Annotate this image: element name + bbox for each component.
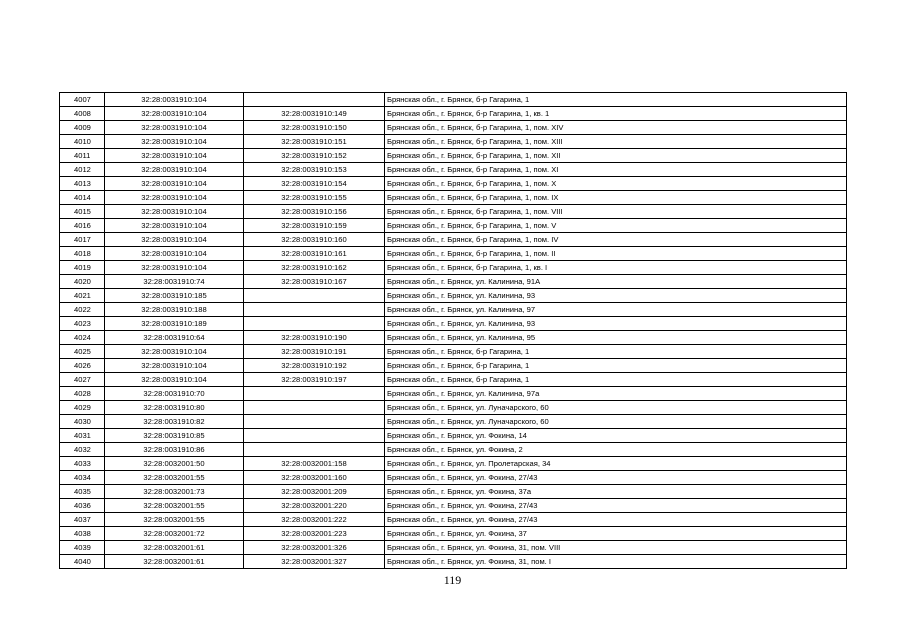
object-cadastral-number-cell — [244, 415, 385, 429]
row-number-cell: 4040 — [60, 555, 105, 569]
address-cell: Брянская обл., г. Брянск, б-р Гагарина, 1, пом. IV — [385, 233, 847, 247]
address-cell: Брянская обл., г. Брянск, б-р Гагарина, 1, пом. V — [385, 219, 847, 233]
parent-cadastral-number-cell: 32:28:0031910:185 — [105, 289, 244, 303]
parent-cadastral-number-cell: 32:28:0031910:104 — [105, 233, 244, 247]
row-number-cell: 4020 — [60, 275, 105, 289]
parent-cadastral-number-cell: 32:28:0031910:82 — [105, 415, 244, 429]
table-row — [60, 401, 847, 415]
row-number-cell: 4039 — [60, 541, 105, 555]
row-number-cell: 4033 — [60, 457, 105, 471]
address-cell: Брянская обл., г. Брянск, б-р Гагарина, 1, пом. XIII — [385, 135, 847, 149]
table-row — [60, 429, 847, 443]
row-number-cell: 4011 — [60, 149, 105, 163]
table-row — [60, 415, 847, 429]
table-row — [60, 331, 847, 345]
object-cadastral-number-cell — [244, 93, 385, 107]
address-cell: Брянская обл., г. Брянск, б-р Гагарина, 1 — [385, 359, 847, 373]
table-row — [60, 163, 847, 177]
parent-cadastral-number-cell: 32:28:0031910:85 — [105, 429, 244, 443]
table-row — [60, 303, 847, 317]
row-number-cell: 4022 — [60, 303, 105, 317]
row-number-cell: 4012 — [60, 163, 105, 177]
row-number-cell: 4035 — [60, 485, 105, 499]
table-row — [60, 233, 847, 247]
object-cadastral-number-cell: 32:28:0032001:158 — [244, 457, 385, 471]
object-cadastral-number-cell: 32:28:0031910:152 — [244, 149, 385, 163]
table-row — [60, 471, 847, 485]
row-number-cell: 4025 — [60, 345, 105, 359]
address-cell: Брянская обл., г. Брянск, б-р Гагарина, 1, пом. X — [385, 177, 847, 191]
object-cadastral-number-cell: 32:28:0031910:150 — [244, 121, 385, 135]
parent-cadastral-number-cell: 32:28:0031910:86 — [105, 443, 244, 457]
object-cadastral-number-cell: 32:28:0031910:192 — [244, 359, 385, 373]
object-cadastral-number-cell — [244, 289, 385, 303]
row-number-cell: 4007 — [60, 93, 105, 107]
address-cell: Брянская обл., г. Брянск, б-р Гагарина, 1, пом. XIV — [385, 121, 847, 135]
object-cadastral-number-cell: 32:28:0032001:209 — [244, 485, 385, 499]
parent-cadastral-number-cell: 32:28:0032001:61 — [105, 541, 244, 555]
table-row — [60, 135, 847, 149]
object-cadastral-number-cell: 32:28:0032001:327 — [244, 555, 385, 569]
parent-cadastral-number-cell: 32:28:0031910:104 — [105, 191, 244, 205]
table-row — [60, 121, 847, 135]
table-row — [60, 219, 847, 233]
object-cadastral-number-cell: 32:28:0031910:151 — [244, 135, 385, 149]
table-row — [60, 485, 847, 499]
parent-cadastral-number-cell: 32:28:0031910:70 — [105, 387, 244, 401]
table-row — [60, 149, 847, 163]
parent-cadastral-number-cell: 32:28:0031910:74 — [105, 275, 244, 289]
table-row — [60, 387, 847, 401]
address-cell: Брянская обл., г. Брянск, б-р Гагарина, 1, пом. VIII — [385, 205, 847, 219]
table-row — [60, 191, 847, 205]
row-number-cell: 4029 — [60, 401, 105, 415]
parent-cadastral-number-cell: 32:28:0032001:55 — [105, 513, 244, 527]
table-row — [60, 373, 847, 387]
object-cadastral-number-cell — [244, 401, 385, 415]
row-number-cell: 4016 — [60, 219, 105, 233]
address-cell: Брянская обл., г. Брянск, б-р Гагарина, 1, пом. XI — [385, 163, 847, 177]
table-row — [60, 443, 847, 457]
table-row — [60, 457, 847, 471]
row-number-cell: 4014 — [60, 191, 105, 205]
parent-cadastral-number-cell: 32:28:0031910:189 — [105, 317, 244, 331]
parent-cadastral-number-cell: 32:28:0031910:104 — [105, 261, 244, 275]
address-cell: Брянская обл., г. Брянск, ул. Калинина, 93 — [385, 289, 847, 303]
object-cadastral-number-cell: 32:28:0031910:161 — [244, 247, 385, 261]
table-row — [60, 513, 847, 527]
address-cell: Брянская обл., г. Брянск, ул. Фокина, 14 — [385, 429, 847, 443]
address-cell: Брянская обл., г. Брянск, ул. Калинина, 93 — [385, 317, 847, 331]
address-cell: Брянская обл., г. Брянск, ул. Пролетарская, 34 — [385, 457, 847, 471]
parent-cadastral-number-cell: 32:28:0032001:55 — [105, 471, 244, 485]
address-cell: Брянская обл., г. Брянск, ул. Фокина, 27/43 — [385, 499, 847, 513]
address-cell: Брянская обл., г. Брянск, ул. Фокина, 31, пом. I — [385, 555, 847, 569]
parent-cadastral-number-cell: 32:28:0032001:72 — [105, 527, 244, 541]
table-row — [60, 205, 847, 219]
table-row — [60, 275, 847, 289]
address-cell: Брянская обл., г. Брянск, б-р Гагарина, 1 — [385, 373, 847, 387]
address-cell: Брянская обл., г. Брянск, б-р Гагарина, 1, пом. IX — [385, 191, 847, 205]
row-number-cell: 4017 — [60, 233, 105, 247]
parent-cadastral-number-cell: 32:28:0031910:80 — [105, 401, 244, 415]
table-row — [60, 359, 847, 373]
table-row — [60, 107, 847, 121]
row-number-cell: 4018 — [60, 247, 105, 261]
object-cadastral-number-cell: 32:28:0031910:160 — [244, 233, 385, 247]
parent-cadastral-number-cell: 32:28:0032001:73 — [105, 485, 244, 499]
object-cadastral-number-cell: 32:28:0031910:154 — [244, 177, 385, 191]
object-cadastral-number-cell — [244, 443, 385, 457]
row-number-cell: 4028 — [60, 387, 105, 401]
registry-table — [59, 92, 847, 569]
table-row — [60, 261, 847, 275]
address-cell: Брянская обл., г. Брянск, ул. Фокина, 27/43 — [385, 471, 847, 485]
parent-cadastral-number-cell: 32:28:0031910:64 — [105, 331, 244, 345]
address-cell: Брянская обл., г. Брянск, ул. Луначарского, 60 — [385, 401, 847, 415]
object-cadastral-number-cell: 32:28:0031910:191 — [244, 345, 385, 359]
address-cell: Брянская обл., г. Брянск, ул. Фокина, 27/43 — [385, 513, 847, 527]
parent-cadastral-number-cell: 32:28:0031910:104 — [105, 359, 244, 373]
address-cell: Брянская обл., г. Брянск, ул. Фокина, 37а — [385, 485, 847, 499]
parent-cadastral-number-cell: 32:28:0031910:104 — [105, 247, 244, 261]
object-cadastral-number-cell — [244, 429, 385, 443]
parent-cadastral-number-cell: 32:28:0032001:55 — [105, 499, 244, 513]
row-number-cell: 4030 — [60, 415, 105, 429]
address-cell: Брянская обл., г. Брянск, б-р Гагарина, 1, кв. I — [385, 261, 847, 275]
parent-cadastral-number-cell: 32:28:0031910:104 — [105, 373, 244, 387]
row-number-cell: 4034 — [60, 471, 105, 485]
object-cadastral-number-cell — [244, 387, 385, 401]
row-number-cell: 4023 — [60, 317, 105, 331]
row-number-cell: 4026 — [60, 359, 105, 373]
address-cell: Брянская обл., г. Брянск, ул. Луначарского, 60 — [385, 415, 847, 429]
address-cell: Брянская обл., г. Брянск, б-р Гагарина, 1 — [385, 93, 847, 107]
registry-table-body — [60, 93, 847, 569]
parent-cadastral-number-cell: 32:28:0031910:104 — [105, 163, 244, 177]
address-cell: Брянская обл., г. Брянск, ул. Калинина, 95 — [385, 331, 847, 345]
object-cadastral-number-cell: 32:28:0031910:197 — [244, 373, 385, 387]
parent-cadastral-number-cell: 32:28:0031910:104 — [105, 219, 244, 233]
address-cell: Брянская обл., г. Брянск, ул. Калинина, 91А — [385, 275, 847, 289]
address-cell: Брянская обл., г. Брянск, ул. Калинина, 97а — [385, 387, 847, 401]
object-cadastral-number-cell: 32:28:0031910:159 — [244, 219, 385, 233]
address-cell: Брянская обл., г. Брянск, ул. Фокина, 37 — [385, 527, 847, 541]
address-cell: Брянская обл., г. Брянск, ул. Фокина, 31, пом. VIII — [385, 541, 847, 555]
row-number-cell: 4019 — [60, 261, 105, 275]
row-number-cell: 4015 — [60, 205, 105, 219]
parent-cadastral-number-cell: 32:28:0031910:104 — [105, 135, 244, 149]
object-cadastral-number-cell: 32:28:0031910:162 — [244, 261, 385, 275]
address-cell: Брянская обл., г. Брянск, б-р Гагарина, 1 — [385, 345, 847, 359]
object-cadastral-number-cell — [244, 303, 385, 317]
address-cell: Брянская обл., г. Брянск, б-р Гагарина, 1, пом. XII — [385, 149, 847, 163]
parent-cadastral-number-cell: 32:28:0031910:104 — [105, 205, 244, 219]
row-number-cell: 4036 — [60, 499, 105, 513]
table-row — [60, 345, 847, 359]
object-cadastral-number-cell: 32:28:0032001:222 — [244, 513, 385, 527]
row-number-cell: 4032 — [60, 443, 105, 457]
row-number-cell: 4010 — [60, 135, 105, 149]
row-number-cell: 4009 — [60, 121, 105, 135]
page-number: 119 — [443, 573, 462, 587]
row-number-cell: 4008 — [60, 107, 105, 121]
parent-cadastral-number-cell: 32:28:0031910:104 — [105, 93, 244, 107]
table-row — [60, 177, 847, 191]
table-row — [60, 555, 847, 569]
row-number-cell: 4037 — [60, 513, 105, 527]
row-number-cell: 4021 — [60, 289, 105, 303]
object-cadastral-number-cell: 32:28:0032001:160 — [244, 471, 385, 485]
object-cadastral-number-cell — [244, 317, 385, 331]
table-row — [60, 541, 847, 555]
table-row — [60, 317, 847, 331]
address-cell: Брянская обл., г. Брянск, б-р Гагарина, 1, пом. II — [385, 247, 847, 261]
object-cadastral-number-cell: 32:28:0031910:190 — [244, 331, 385, 345]
table-row — [60, 527, 847, 541]
row-number-cell: 4038 — [60, 527, 105, 541]
parent-cadastral-number-cell: 32:28:0031910:104 — [105, 345, 244, 359]
table-row — [60, 93, 847, 107]
object-cadastral-number-cell: 32:28:0031910:167 — [244, 275, 385, 289]
table-row — [60, 499, 847, 513]
object-cadastral-number-cell: 32:28:0031910:155 — [244, 191, 385, 205]
parent-cadastral-number-cell: 32:28:0031910:104 — [105, 121, 244, 135]
object-cadastral-number-cell: 32:28:0031910:149 — [244, 107, 385, 121]
row-number-cell: 4031 — [60, 429, 105, 443]
object-cadastral-number-cell: 32:28:0031910:153 — [244, 163, 385, 177]
object-cadastral-number-cell: 32:28:0032001:326 — [244, 541, 385, 555]
parent-cadastral-number-cell: 32:28:0031910:188 — [105, 303, 244, 317]
parent-cadastral-number-cell: 32:28:0031910:104 — [105, 149, 244, 163]
parent-cadastral-number-cell: 32:28:0032001:50 — [105, 457, 244, 471]
row-number-cell: 4013 — [60, 177, 105, 191]
row-number-cell: 4027 — [60, 373, 105, 387]
object-cadastral-number-cell: 32:28:0032001:220 — [244, 499, 385, 513]
row-number-cell: 4024 — [60, 331, 105, 345]
object-cadastral-number-cell: 32:28:0032001:223 — [244, 527, 385, 541]
parent-cadastral-number-cell: 32:28:0032001:61 — [105, 555, 244, 569]
address-cell: Брянская обл., г. Брянск, ул. Калинина, 97 — [385, 303, 847, 317]
table-row — [60, 247, 847, 261]
table-row — [60, 289, 847, 303]
address-cell: Брянская обл., г. Брянск, б-р Гагарина, 1, кв. 1 — [385, 107, 847, 121]
parent-cadastral-number-cell: 32:28:0031910:104 — [105, 177, 244, 191]
object-cadastral-number-cell: 32:28:0031910:156 — [244, 205, 385, 219]
address-cell: Брянская обл., г. Брянск, ул. Фокина, 2 — [385, 443, 847, 457]
parent-cadastral-number-cell: 32:28:0031910:104 — [105, 107, 244, 121]
